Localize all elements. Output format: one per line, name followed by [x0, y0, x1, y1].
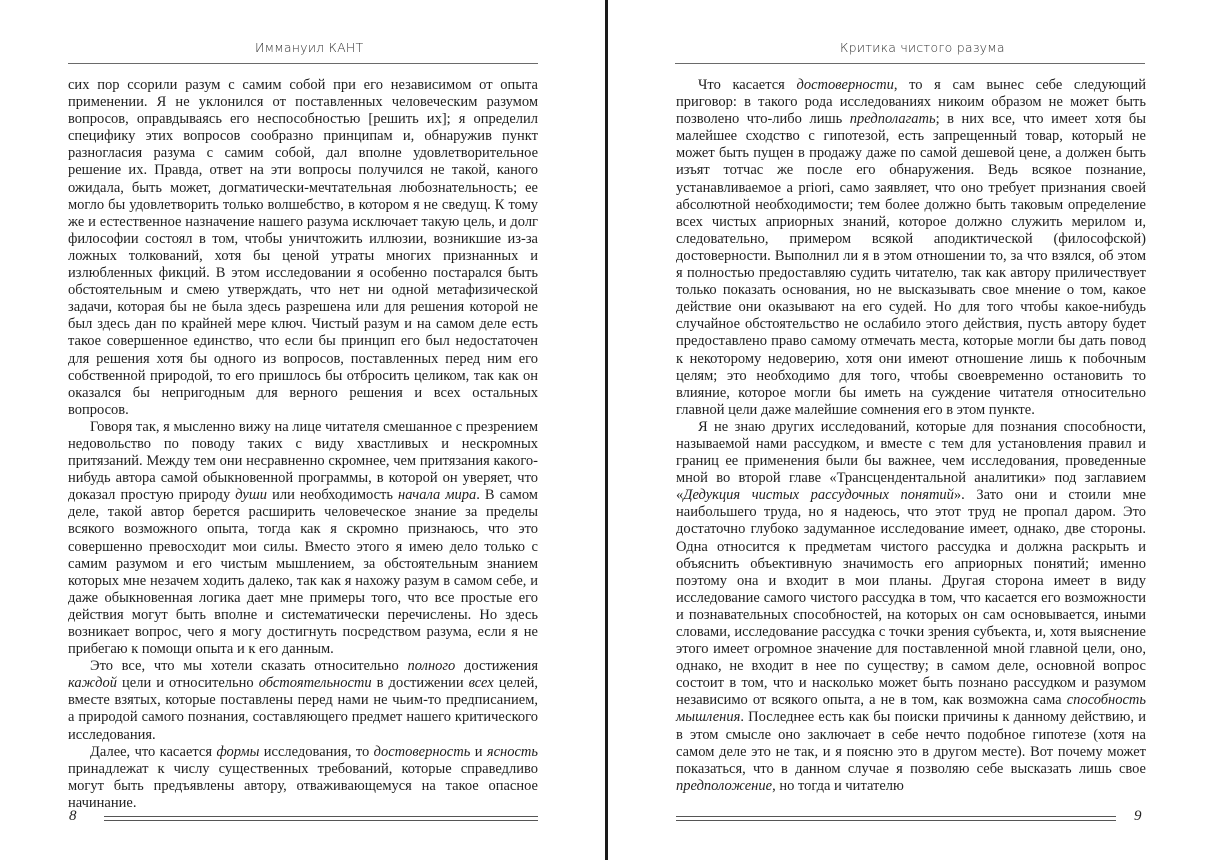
italic-emphasis: предположение	[676, 777, 773, 794]
italic-emphasis: ясность	[486, 743, 539, 760]
italic-emphasis: формы	[216, 743, 260, 760]
footer-rules	[676, 816, 1116, 824]
italic-emphasis: всех	[468, 675, 494, 692]
italic-emphasis: каждой	[68, 675, 117, 692]
right-page	[608, 0, 1213, 860]
italic-emphasis: души	[235, 487, 268, 504]
italic-emphasis: Дедукция чистых рассудочных понятий	[683, 487, 954, 504]
right-page-body	[676, 77, 1146, 795]
paragraph: Я не знаю других исследований, которые для познания способности, называемой нами рассудком, и вместе с тем для установления правил и границ ее применения были бы важнее, чем исследования, проведенные мной во второй главе «Трансцендентальной аналитики» под заглавием «Дедукция чистых рассудочных понятий». Зато они и стоили мне наибольшего труда, но я надеюсь, что этот труд не пропал даром. Это достаточно глубоко задуманное исследование имеет, однако, две стороны. Одна относится к предметам чистого рассудка и должна раскрыть и объяснить объективную значимость его априорных понятий; именно поэтому она и входит в мои планы. Другая сторона имеет в виду исследование самого чистого рассудка в том, что касается его возможности и познавательных способностей, на которых он сам основывается, иными словами, исследование рассудка с точки зрения субъекта, и, хотя выяснение этого имеет огромное значение для поставленной мной главной цели, оно, однако, не входит в нее по существу; в самом деле, основной вопрос состоит в том, что и насколько может быть познано рассудком и разумом независимо от всякого опыта, а не в том, как возможна сама способность мышления. Последнее есть как бы поиски причины к данному действию, и в этом смысле оно заключает в себе нечто подобное гипотезе (хотя на самом деле это не так, и я поясню это в другом месте). Вот почему может показаться, что в данном случае я позволяю себе высказать лишь свое предположение, но тогда и читателю	[676, 418, 1146, 794]
italic-emphasis: достоверность	[373, 743, 471, 760]
paragraph: Это все, что мы хотели сказать относительно полного достижения каждой цели и относительно обстоятельности в достижении всех целей, вместе взятых, которые поставлены перед нами не чьим-то предписанием, а природой самого познания, составляющего предмет нашего критического исследования.	[68, 658, 538, 743]
paragraph: Говоря так, я мысленно вижу на лице читателя смешанное с презрением недовольство по поводу таких с виду хвастливых и нескромных притязаний. Между тем они несравненно скромнее, чем притязания какого-нибудь автора самой обыкновенной программы, в которой он уверяет, что доказал простую природу души или необходимость начала мира. В самом деле, такой автор берется расширить человеческое знание за пределы всякого возможного опыта, тогда как я скромно признаюсь, что это совершенно превосходит мои силы. Вместо этого я имею дело только с самим разумом и его чистым мышлением, за обстоятельным знанием которых мне незачем ходить далеко, так как я нахожу разум в самом себе, и даже обыкновенная логика дает мне примеры того, что все простые его действия могут быть вполне и систематически перечислены. Но здесь возникает вопрос, чего я могу достигнуть посредством разума, если я не прибегаю к помощи опыта и к его данным.	[68, 418, 538, 658]
italic-emphasis: предполагать	[849, 111, 936, 128]
italic-emphasis: достоверности	[796, 77, 894, 93]
running-head-title: Критика чистого разума	[840, 40, 1005, 55]
left-page	[0, 0, 605, 860]
header-rule	[68, 63, 538, 64]
paragraph: Далее, что касается формы исследования, то достоверность и ясность принадлежат к числу существенных требований, которые справедливо могут быть предъявлены автору, отваживающемуся на такое опасное начинание.	[68, 743, 539, 811]
left-page-body	[68, 77, 538, 812]
footer-rules	[104, 816, 538, 824]
page-number: 9	[1134, 808, 1142, 824]
paragraph: сих пор ссорили разум с самим собой при его независимом от опыта применении. Я не уклонился от поставленных человеческим разумом вопросов, оправдываясь его неспособностью [решить их]; я определил специфику этих вопросов сообразно принципам и, обнаружив пункт разногласия разума с самим собой, дал вполне удовлетворительное решение их. Правда, ответ на эти вопросы получился не такой, каного ожидала, быть может, догматически-мечтательная любознательность; ее могло бы удовлетворить только волшебство, в котором я не сведущ. К тому же и естественное назначение нашего разума исключает такую цель, и долг философии состоял в том, чтобы уничтожить иллюзии, возникшие из-за ложных толкований, хотя бы ценой утраты многих признанных и излюбленных фикций. В этом исследовании я особенно постарался быть обстоятельным и смею утверждать, что нет ни одной метафизической задачи, которая бы не была здесь разрешена или для решения которой не был здесь дан по крайней мере ключ. Чистый разум и на самом деле есть такое совершенное единство, что если бы принцип его был недостаточен для решения хотя бы одного из вопросов, поставленных перед ним его собственной природой, то его пришлось бы отбросить целиком, так как он оказался бы непригодным для верного решения и всех остальных вопросов.	[68, 77, 538, 418]
page-number: 8	[69, 808, 77, 824]
italic-emphasis: способность мышления	[676, 692, 1146, 726]
header-rule	[675, 63, 1145, 64]
italic-emphasis: обстоятельности	[258, 675, 372, 692]
paragraph: Что касается достоверности, то я сам вынес себе следующий приговор: в такого рода исследованиях никоим образом не может быть позволено что-либо лишь предполагать; в них все, что имеет хотя бы малейшее сходство с гипотезой, есть запрещенный товар, который не может быть пущен в продажу даже по самой дешевой цене, а должен быть изъят тотчас же после его обнаружения. Ведь всякое познание, устанавливаемое a priori, само заявляет, что оно требует признания своей абсолютной необходимости; тем более должно быть таковым определение всех чистых априорных знаний, которое должно служить мерилом и, следовательно, примером всякой аподиктической (философской) достоверности. Выполнил ли я в этом отношении то, за что взялся, об этом я полностью предоставляю судить читателю, так как автору приличествует только показать основания, но не высказывать свое мнение о том, какое действие они оказывают на его судей. Но для того чтобы какое-нибудь случайное обстоятельство не ослабило этого действия, пусть автору будет предоставлено право самому отмечать места, которые могли бы дать повод к некоторому недоверию, хотя они имеют отношение лишь к побочным целям; это необходимо для того, чтобы своевременно остановить то влияние, которое могли бы иметь на суждение читателя относительно главной цели даже малейшие сомнения его в этом пункте.	[676, 77, 1146, 418]
running-head-author: Иммануил КАНТ	[255, 40, 364, 55]
italic-emphasis: полного	[407, 658, 456, 675]
italic-emphasis: начала мира	[398, 487, 477, 504]
